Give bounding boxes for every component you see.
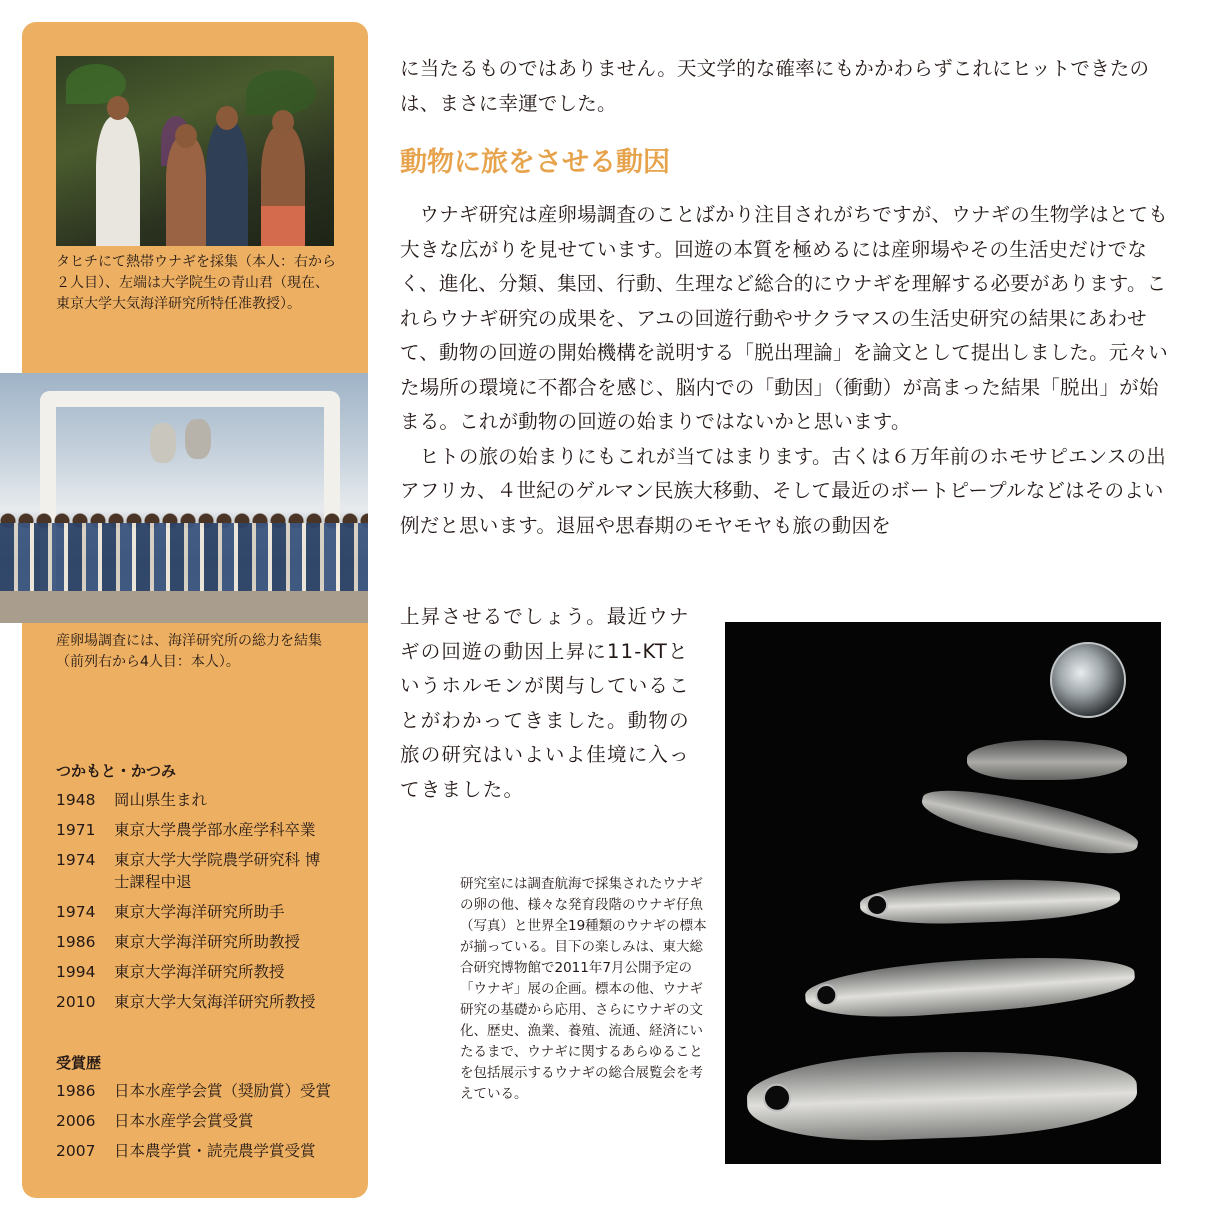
article-body — [400, 198, 1170, 543]
article-intro — [400, 52, 1170, 121]
award-row: 2007 日本農学賞・読売農学賞受賞 — [56, 1142, 316, 1160]
awards-list — [56, 1080, 356, 1170]
award-row: 1986 日本水産学会賞（奨励賞）受賞 — [56, 1082, 332, 1100]
research-team-photo — [0, 373, 368, 623]
timeline-row: 1971 東京大学農学部水産学科卒業 — [56, 821, 316, 839]
eel-larvae-photo — [725, 622, 1161, 1164]
timeline-row: 1986 東京大学海洋研究所助教授 — [56, 933, 301, 951]
career-timeline — [56, 789, 356, 1021]
timeline-row: 1974 東京大学大学院農学研究科 博士課程中退 — [56, 851, 321, 891]
timeline-row: 1974 東京大学海洋研究所助手 — [56, 903, 285, 921]
team-photo-caption: 産卵場調査には、海洋研究所の総力を結集（前列右から4人目：本人）。 — [56, 633, 322, 670]
section-heading: 動物に旅をさせる動因 — [400, 147, 670, 178]
paragraph-2-continued: 上昇させるでしょう。最近ウナギの回遊の動因上昇に11-KTというホルモンが関与していることがわかってきました。動物の旅の研究はいよいよ佳境に入ってきました。 — [400, 605, 690, 801]
paragraph-2: ヒトの旅の始まりにもこれが当てはまります。古くは６万年前のホモサピエンスの出アフリカ、４世紀のゲルマン民族大移動、そして最近のボートピープルなどはそのよい例だと思います。退屈や思春期のモヤモヤも旅の動因を — [400, 444, 1166, 537]
timeline-row: 1994 東京大学海洋研究所教授 — [56, 963, 285, 981]
awards-title: 受賞歴 — [56, 1054, 102, 1072]
larvae-photo-caption: 研究室には調査航海で採集されたウナギの卵の他、様々な発育段階のウナギ仔魚（写真）と世界全19種類のウナギの標本が揃っている。目下の楽しみは、東大総合研究博物館で2011年7月公開予定の「ウナギ」展の企画。標本の他、ウナギ研究の基礎から応用、さらにウナギの文化、歴史、漁業、養殖、流通、経済にいたるまで、ウナギに関するあらゆることを包括展示するウナギの総合展覧会を考えている。 — [460, 876, 707, 1102]
tahiti-photo — [56, 56, 334, 246]
tahiti-photo-caption: タヒチにて熱帯ウナギを採集（本人：右から２人目）、左端は大学院生の青山君（現在、東京大学大気海洋研究所特任准教授）。 — [56, 254, 336, 312]
timeline-row: 2010 東京大学大気海洋研究所教授 — [56, 993, 316, 1011]
paragraph-1: ウナギ研究は産卵場調査のことばかり注目されがちですが、ウナギの生物学はとても大きな広がりを見せています。回遊の本質を極めるには産卵場やその生活史だけでなく、進化、分類、集団、行動、生理など総合的にウナギを理解する必要があります。これらウナギ研究の成果を、アユの回遊行動やサクラマスの生活史研究の結果にあわせて、動物の回遊の開始機構を説明する「脱出理論」を論文として提出しました。元々いた場所の環境に不都合を感じ、脳内での「動因」（衝動）が高まった結果「脱出」が始まる。これが動物の回遊の始まりではないかと思います。 — [400, 203, 1168, 433]
profile-name: つかもと・かつみ — [56, 762, 177, 780]
timeline-row: 1948 岡山県生まれ — [56, 791, 208, 809]
award-row: 2006 日本水産学会賞受賞 — [56, 1112, 254, 1130]
intro-text: に当たるものではありません。天文学的な確率にもかかわらずこれにヒットできたのは、まさに幸運でした。 — [400, 57, 1150, 115]
